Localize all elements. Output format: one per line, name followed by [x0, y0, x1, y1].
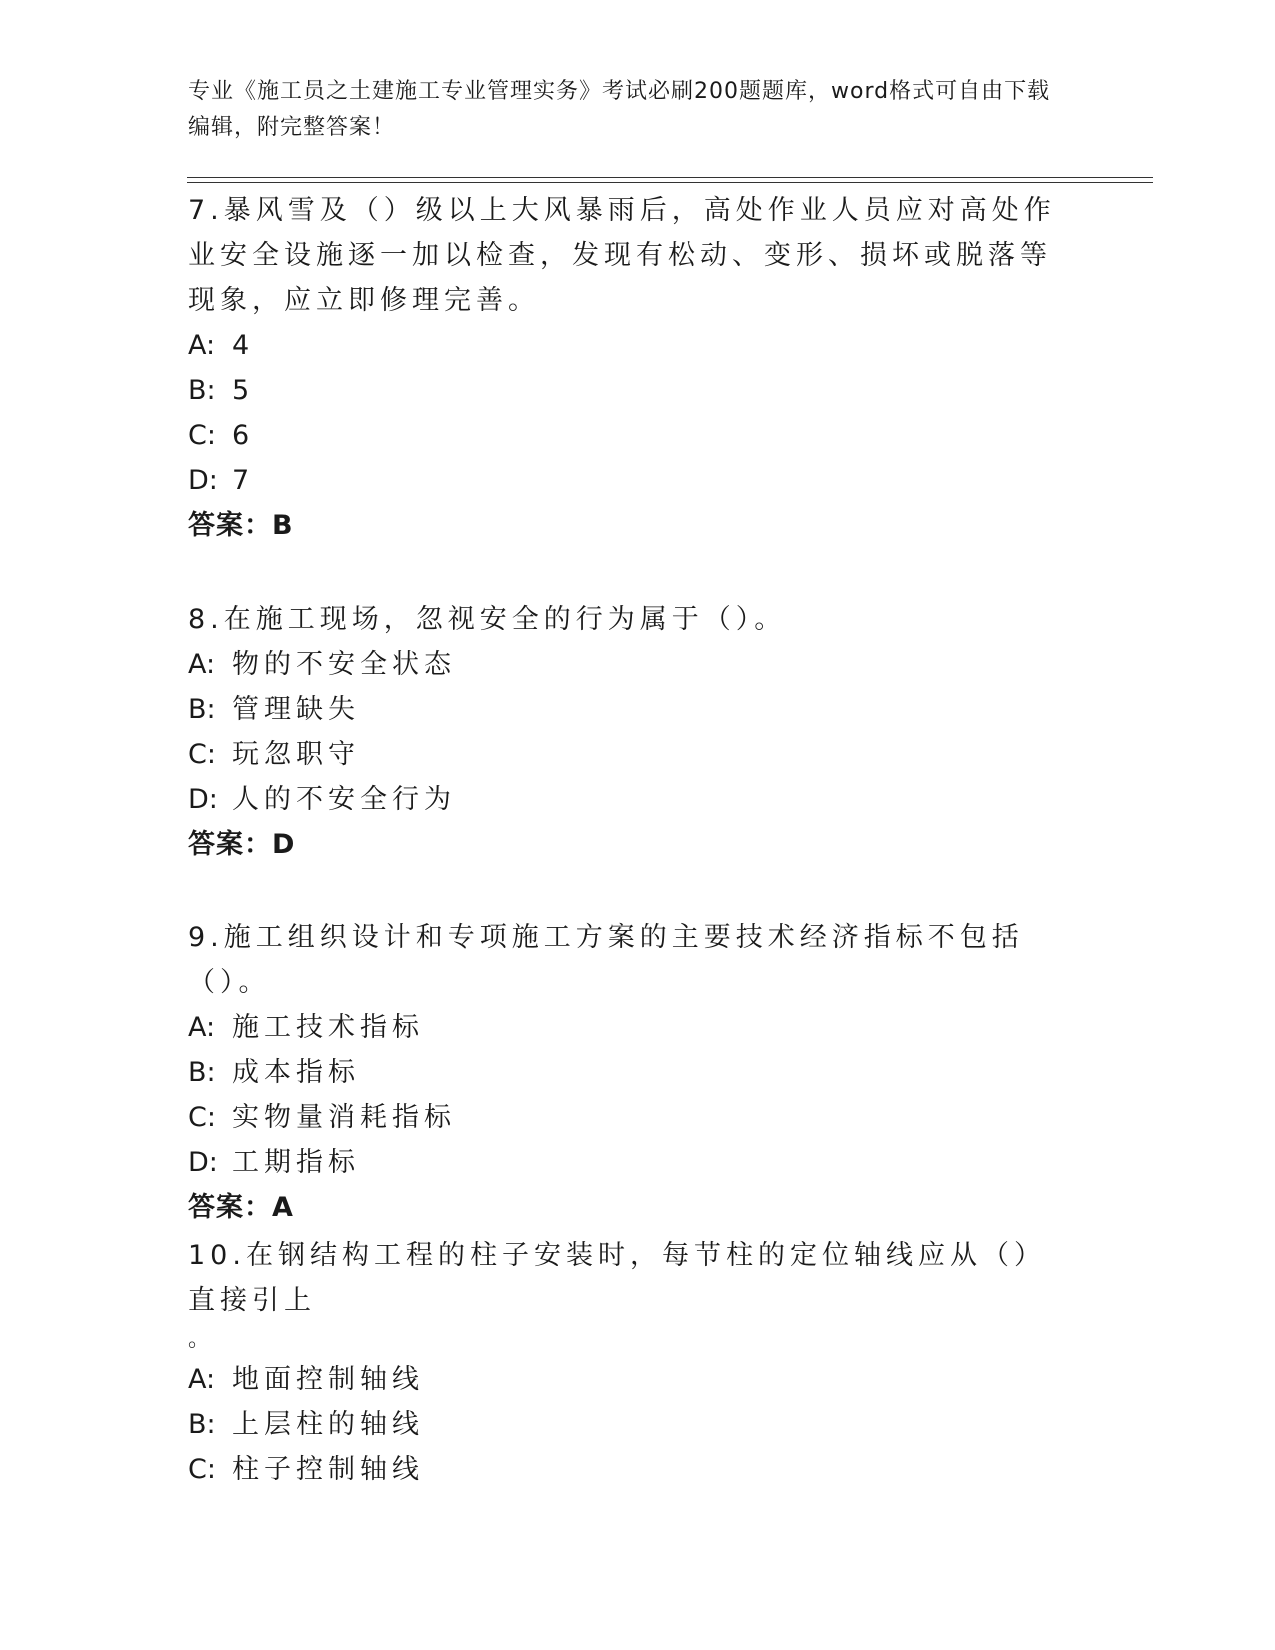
option-d	[188, 458, 1068, 503]
option-letter: B:	[188, 375, 216, 406]
option-letter: D:	[188, 1147, 218, 1178]
option-b	[188, 687, 1068, 732]
option-text: 6	[232, 420, 255, 451]
option-text: 地面控制轴线	[232, 1364, 424, 1395]
option-a	[188, 1357, 1068, 1402]
option-text: 实物量消耗指标	[232, 1102, 456, 1133]
option-letter: A:	[188, 330, 216, 361]
option-letter: C:	[188, 1454, 216, 1485]
option-letter: B:	[188, 1057, 216, 1088]
option-text: 人的不安全行为	[232, 784, 456, 815]
option-a	[188, 323, 1068, 368]
question-stem: 7.暴风雪及（）级以上大风暴雨后，高处作业人员应对高处作业安全设施逐一加以检查，发现有松动、变形、损坏或脱落等现象，应立即修理完善。	[188, 195, 1056, 316]
option-d	[188, 777, 1068, 822]
question-stem-tail: 。	[188, 1327, 216, 1352]
question-9	[188, 915, 1068, 1230]
option-letter: A:	[188, 1012, 216, 1043]
option-text: 7	[232, 465, 255, 496]
option-text: 上层柱的轴线	[232, 1409, 424, 1440]
option-text: 成本指标	[232, 1057, 360, 1088]
option-c	[188, 1095, 1068, 1140]
question-stem: 8.在施工现场，忽视安全的行为属于（）。	[188, 604, 787, 635]
option-d	[188, 1140, 1068, 1185]
option-text: 4	[232, 330, 255, 361]
option-text: 5	[232, 375, 255, 406]
option-c	[188, 732, 1068, 777]
option-letter: A:	[188, 1364, 216, 1395]
question-10	[188, 1233, 1068, 1492]
answer-line: 答案：D	[188, 829, 296, 860]
option-text: 物的不安全状态	[232, 649, 456, 680]
option-a	[188, 1005, 1068, 1050]
option-text: 管理缺失	[232, 694, 360, 725]
question-7	[188, 188, 1068, 548]
answer-line: 答案：B	[188, 510, 294, 541]
option-letter: A:	[188, 649, 216, 680]
option-text: 玩忽职守	[232, 739, 360, 770]
option-letter: C:	[188, 420, 216, 451]
header-divider-top	[187, 177, 1153, 178]
question-stem: 9.施工组织设计和专项施工方案的主要技术经济指标不包括（）。	[188, 922, 1024, 998]
option-b	[188, 368, 1068, 413]
option-text: 工期指标	[232, 1147, 360, 1178]
option-letter: C:	[188, 1102, 216, 1133]
question-stem-text: 10.在钢结构工程的柱子安装时，每节柱的定位轴线应从（）直接引上	[188, 1240, 1046, 1316]
option-text: 施工技术指标	[232, 1012, 424, 1043]
header-divider-bottom	[187, 182, 1153, 183]
document-intro: 专业《施工员之土建施工专业管理实务》考试必刷200题题库，word格式可自由下载编辑，附完整答案！	[188, 79, 1051, 140]
option-text: 柱子控制轴线	[232, 1454, 424, 1485]
option-c	[188, 1447, 1068, 1492]
option-letter: C:	[188, 739, 216, 770]
answer-line: 答案：A	[188, 1192, 294, 1223]
option-b	[188, 1050, 1068, 1095]
option-a	[188, 642, 1068, 687]
question-8	[188, 597, 1068, 867]
option-letter: D:	[188, 784, 218, 815]
option-letter: B:	[188, 694, 216, 725]
option-b	[188, 1402, 1068, 1447]
question-stem	[188, 1233, 1068, 1357]
option-letter: D:	[188, 465, 218, 496]
option-c	[188, 413, 1068, 458]
option-letter: B:	[188, 1409, 216, 1440]
